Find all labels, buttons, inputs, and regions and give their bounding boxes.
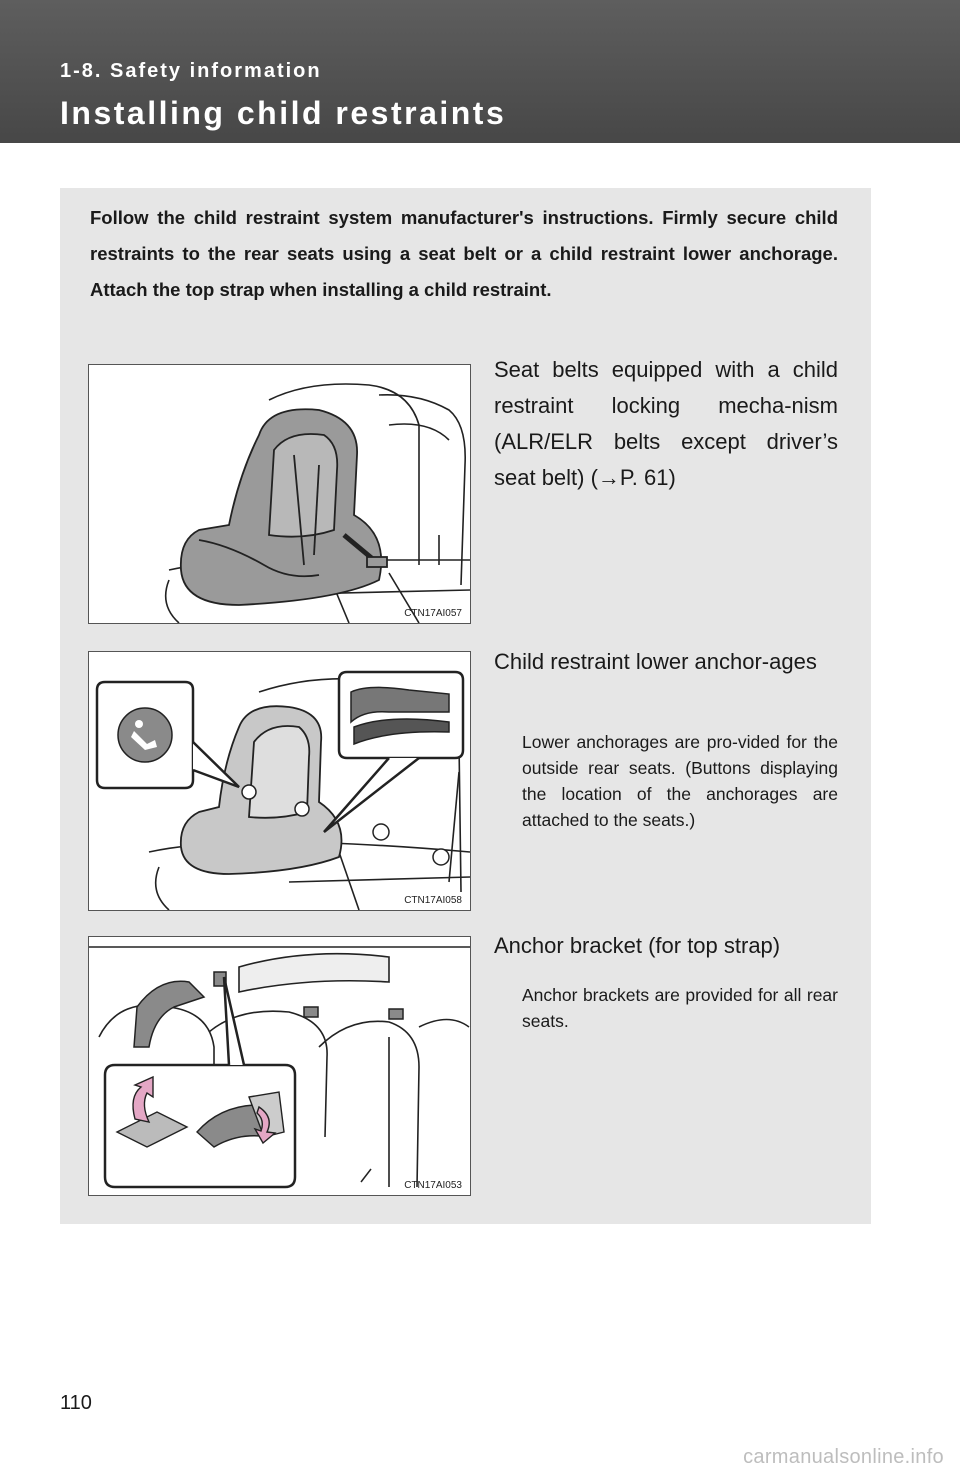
page-number: 110 xyxy=(60,1392,92,1414)
heading-lower-anchorages: Child restraint lower anchor-ages xyxy=(494,649,817,674)
description-lower-anchorages: Lower anchorages are pro-vided for the outside rear seats. (Buttons displaying the location of the anchorages are attached to the seats.) xyxy=(522,732,838,830)
page-title: Installing child restraints xyxy=(60,95,507,131)
figure-code: CTN17AI057 xyxy=(404,608,462,619)
description-anchor-bracket: Anchor brackets are provided for all rear seats. xyxy=(522,985,838,1031)
lower-anchorage-illustration xyxy=(89,652,470,910)
watermark: carmanualsonline.info xyxy=(743,1446,944,1468)
child-seat-belt-illustration xyxy=(89,365,470,623)
anchor-bracket-illustration xyxy=(89,937,470,1197)
page-header xyxy=(0,0,960,143)
heading-seat-belts: Seat belts equipped with a child restraint locking mecha-nism (ALR/ELR belts except driver’s seat belt) (→P. 61) xyxy=(494,357,838,490)
heading-anchor-bracket: Anchor bracket (for top strap) xyxy=(494,933,781,958)
figure-anchor-bracket xyxy=(88,936,471,1196)
figure-lower-anchorages xyxy=(88,651,471,911)
section-label: 1-8. Safety information xyxy=(60,60,322,82)
intro-text: Follow the child restraint system manufacturer's instructions. Firmly secure child restraints to the rear seats using a seat belt or a child restraint lower anchorage. Attach the top strap when installing a child restraint. xyxy=(90,207,838,300)
figure-code: CTN17AI058 xyxy=(404,895,462,906)
figure-code: CTN17AI053 xyxy=(404,1180,462,1191)
figure-seat-belt-child-restraint xyxy=(88,364,471,624)
